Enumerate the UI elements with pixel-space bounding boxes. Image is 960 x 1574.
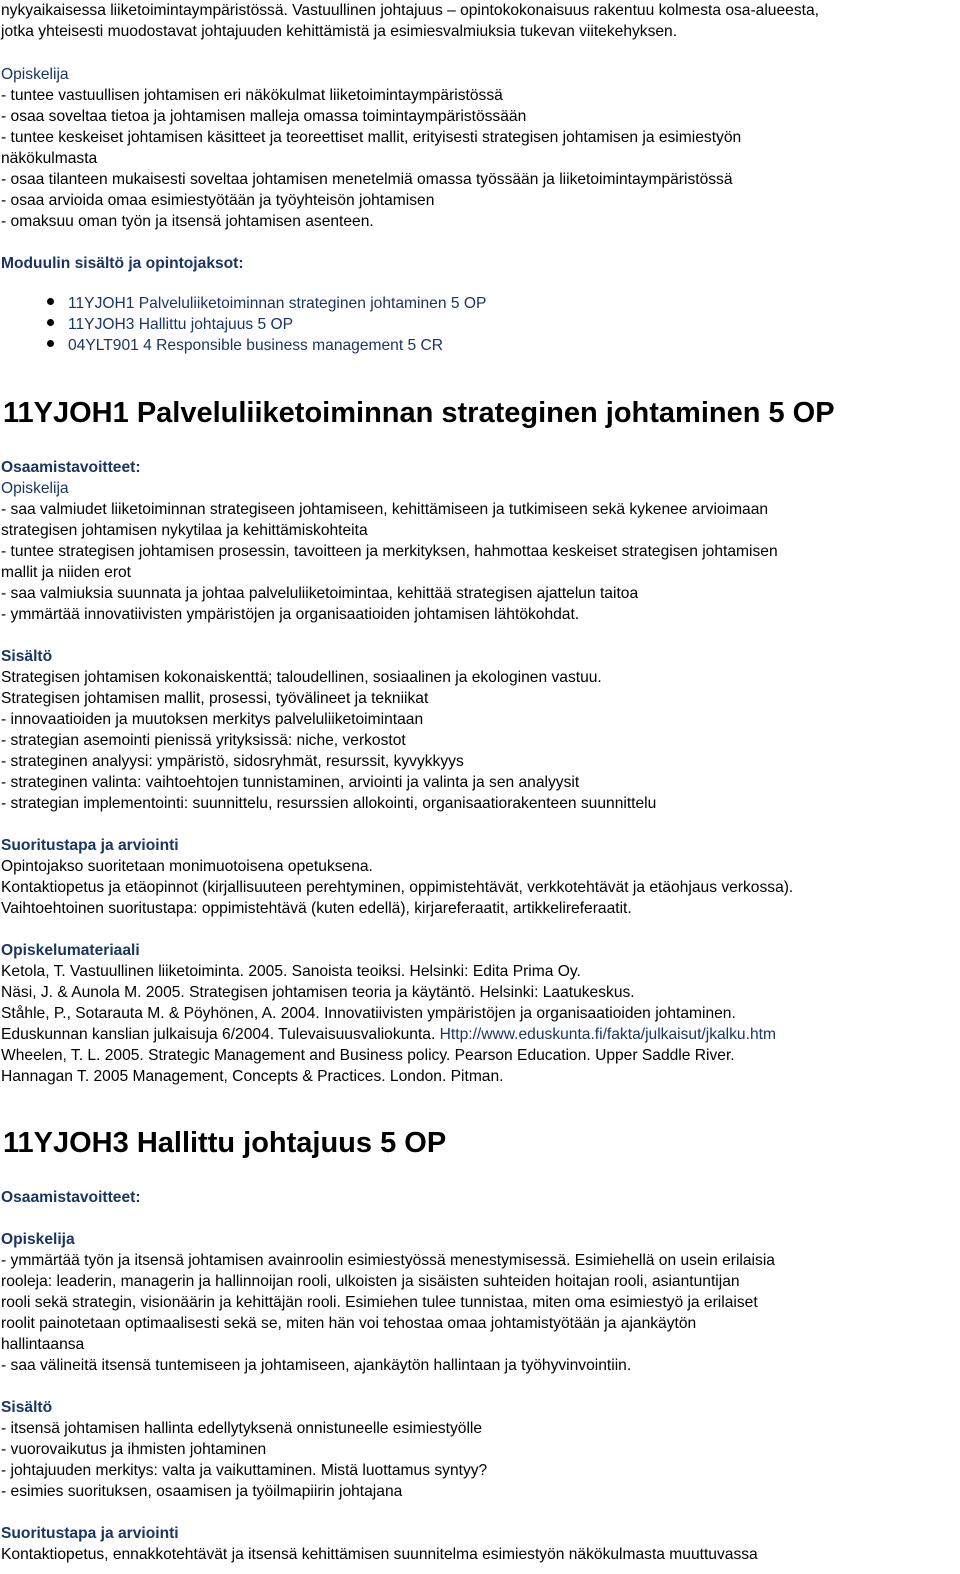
course1-outcome: - saa valmiuksia suunnata ja johtaa palveluliiketoimintaa, kehittää strategisen ajattelun taitoa xyxy=(1,585,639,602)
course1-method-line: Vaihtoehtoinen suoritustapa: oppimistehtävä (kuten edellä), kirjareferaatit, artikkelireferaatit. xyxy=(1,900,632,917)
course3-outcomes-heading: Osaamistavoitteet: xyxy=(1,1189,141,1206)
intro-outcome: - omaksuu oman työn ja itsensä johtamisen asenteen. xyxy=(1,213,374,230)
course1-outcomes-heading: Osaamistavoitteet: xyxy=(1,459,141,476)
course1-content-line: - strateginen valinta: vaihtoehtojen tunnistaminen, arviointi ja valinta ja sen analyysit xyxy=(1,774,580,791)
course3-outcome: hallintaansa xyxy=(1,1336,85,1353)
course-list-item[interactable]: 11YJOH3 Hallittu johtajuus 5 OP xyxy=(68,316,294,333)
course3-content-line: - itsensä johtamisen hallinta edellytyksenä onnistuneelle esimiestyölle xyxy=(1,1420,483,1437)
course1-content-line: - strateginen analyysi: ympäristö, sidosryhmät, resurssit, kyvykkyys xyxy=(1,753,464,770)
course1-method-heading: Suoritustapa ja arviointi xyxy=(1,837,179,854)
course3-outcome: - ymmärtää työn ja itsensä johtamisen avainroolin esimiestyössä menestymisessä. Esimiehellä on usein erilaisia xyxy=(1,1252,775,1269)
course1-materials-heading: Opiskelumateriaali xyxy=(1,942,140,959)
intro-outcome: - osaa tilanteen mukaisesti soveltaa johtamisen menetelmiä omassa työssään ja liiketoimintaympäristössä xyxy=(1,171,733,188)
course1-outcome: - saa valmiudet liiketoiminnan strategiseen johtamiseen, kehittämiseen ja tutkimiseen sekä kykenee arvioimaan xyxy=(1,501,769,518)
course3-method-heading: Suoritustapa ja arviointi xyxy=(1,1525,179,1542)
course1-student-label: Opiskelija xyxy=(1,480,69,497)
module-content-heading: Moduulin sisältö ja opintojaksot: xyxy=(1,255,244,272)
course1-content-line: - strategian asemointi pienissä yrityksissä: niche, verkostot xyxy=(1,732,406,749)
intro-student-label: Opiskelija xyxy=(1,66,69,83)
course3-title: 11YJOH3 Hallittu johtajuus 5 OP xyxy=(3,1127,447,1159)
intro-outcome: - tuntee vastuullisen johtamisen eri näkökulmat liiketoimintaympäristössä xyxy=(1,87,503,104)
course3-content-line: - vuorovaikutus ja ihmisten johtaminen xyxy=(1,1441,267,1458)
intro-line: jotka yhteisesti muodostavat johtajuuden kehittämistä ja esimiesvalmiuksia tukevan viitekehyksen. xyxy=(1,23,678,40)
course1-title: 11YJOH1 Palveluliiketoiminnan strateginen johtaminen 5 OP xyxy=(3,397,835,429)
course1-material: Näsi, J. & Aunola M. 2005. Strategisen johtamisen teoria ja käytäntö. Helsinki: Laatukeskus. xyxy=(1,984,635,1001)
course1-material-eduskunta xyxy=(1,1024,776,1045)
course1-outcome: mallit ja niiden erot xyxy=(1,564,132,581)
course1-method-line: Kontaktiopetus ja etäopinnot (kirjallisuuteen perehtyminen, oppimistehtävät, verkkotehtävät ja etäohjaus verkossa). xyxy=(1,879,794,896)
eduskunta-link[interactable]: Http://www.eduskunta.fi/fakta/julkaisut/jkalku.htm xyxy=(439,1026,776,1043)
course1-material-eduskunta-text: Eduskunnan kanslian julkaisuja 6/2004. Tulevaisuusvaliokunta. xyxy=(1,1026,440,1043)
course1-outcome: - ymmärtää innovatiivisten ympäristöjen ja organisaatioiden johtamisen lähtökohdat. xyxy=(1,606,580,623)
course1-content-heading: Sisältö xyxy=(1,648,53,665)
course1-material: Hannagan T. 2005 Management, Concepts & Practices. London. Pitman. xyxy=(1,1068,504,1085)
bullet-icon xyxy=(47,319,54,326)
course1-outcome: - tuntee strategisen johtamisen prosessin, tavoitteen ja merkityksen, hahmottaa keskeiset strategisen johtamisen xyxy=(1,543,778,560)
course1-material: Wheelen, T. L. 2005. Strategic Management and Business policy. Pearson Education. Upper Saddle River. xyxy=(1,1047,735,1064)
course3-content-line: - esimies suorituksen, osaamisen ja työilmapiirin johtajana xyxy=(1,1483,403,1500)
course-list-item[interactable]: 11YJOH1 Palveluliiketoiminnan strateginen johtaminen 5 OP xyxy=(68,295,487,312)
course1-content-line: Strategisen johtamisen mallit, prosessi, työvälineet ja tekniikat xyxy=(1,690,429,707)
intro-outcome: - osaa arvioida omaa esimiestyötään ja työyhteisön johtamisen xyxy=(1,192,435,209)
intro-outcome: - tuntee keskeiset johtamisen käsitteet ja teoreettiset mallit, erityisesti strategisen johtamisen ja esimiestyön xyxy=(1,129,742,146)
course1-outcome: strategisen johtamisen nykytilaa ja kehittämiskohteita xyxy=(1,522,368,539)
course1-content-line: - strategian implementointi: suunnittelu, resurssien allokointi, organisaatiorakenteen suunnittelu xyxy=(1,795,657,812)
course3-outcome: roolit painotetaan optimaalisesti sekä se, miten hän voi tehostaa omaa johtamistyötään ja ajankäytön xyxy=(1,1315,697,1332)
course1-content-line: - innovaatioiden ja muutoksen merkitys palveluliiketoimintaan xyxy=(1,711,424,728)
intro-outcome: - osaa soveltaa tietoa ja johtamisen malleja omassa toimintaympäristössään xyxy=(1,108,527,125)
course-list-item[interactable]: 04YLT901 4 Responsible business management 5 CR xyxy=(68,337,444,354)
course3-content-heading: Sisältö xyxy=(1,1399,53,1416)
course3-student-label: Opiskelija xyxy=(1,1231,75,1248)
course3-content-line: - johtajuuden merkitys: valta ja vaikuttaminen. Mistä luottamus syntyy? xyxy=(1,1462,488,1479)
course1-material: Ketola, T. Vastuullinen liiketoiminta. 2005. Sanoista teoiksi. Helsinki: Edita Prima Oy. xyxy=(1,963,581,980)
course1-method-line: Opintojakso suoritetaan monimuotoisena opetuksena. xyxy=(1,858,373,875)
bullet-icon xyxy=(47,298,54,305)
bullet-icon xyxy=(47,340,54,347)
course1-material: Ståhle, P., Sotarauta M. & Pöyhönen, A. 2004. Innovatiivisten ympäristöjen ja organisaatioiden johtaminen. xyxy=(1,1005,736,1022)
course3-outcome: - saa välineitä itsensä tuntemiseen ja johtamiseen, ajankäytön hallintaan ja työhyvinvointiin. xyxy=(1,1357,632,1374)
course3-outcome: rooli sekä strategin, visionäärin ja kehittäjän rooli. Esimiehen tulee tunnistaa, miten oma esimiestyö ja erilaiset xyxy=(1,1294,758,1311)
intro-outcome: näkökulmasta xyxy=(1,150,98,167)
intro-line: nykyaikaisessa liiketoimintaympäristössä. Vastuullinen johtajuus – opintokokonaisuus rakentuu kolmesta osa-alueesta, xyxy=(1,2,819,19)
course1-content-line: Strategisen johtamisen kokonaiskenttä; taloudellinen, sosiaalinen ja ekologinen vastuu. xyxy=(1,669,602,686)
course3-outcome: rooleja: leaderin, managerin ja hallinnoijan rooli, ulkoisten ja sisäisten suhteiden hoitajan rooli, asiantuntijan xyxy=(1,1273,740,1290)
course3-method-line: Kontaktiopetus, ennakkotehtävät ja itsensä kehittämisen suunnitelma esimiestyön näkökulmasta muuttuvassa xyxy=(1,1546,758,1563)
